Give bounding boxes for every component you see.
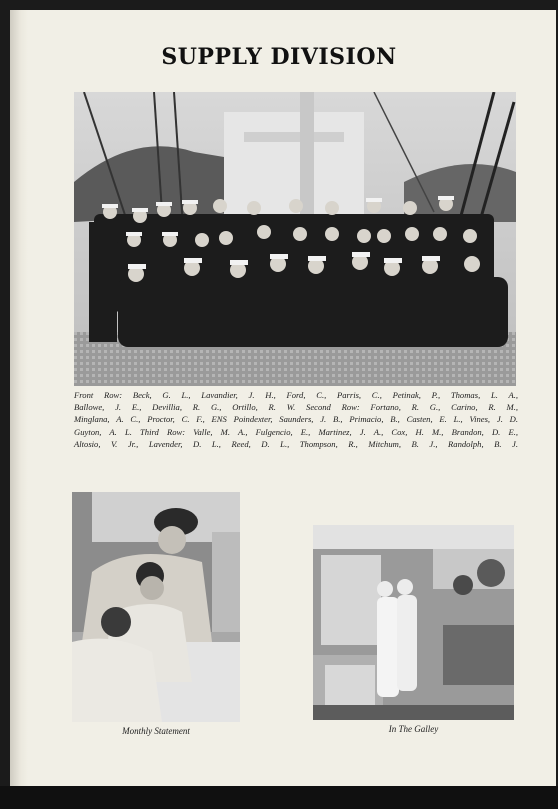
caption-line-1: Front Row: Beck, G. L., Lavandier, J. H., Ford, C., Parris, C., Petinak, P., Thomas, L. A., (74, 390, 518, 400)
page-gutter (10, 10, 28, 786)
caption-line-3: Minglana, A. C., Proctor, C. F., ENS Poindexter, Saunders, J. B., Primacio, B., Casten, E. L., Vines, J. D. (74, 414, 518, 425)
monthly-statement-photo (72, 492, 240, 722)
group-caption (74, 389, 518, 450)
caption-line-5: Altosio, V. Jr., Lavender, D. L., Reed, D. L., Thompson, R., Mitchum, B. J., Randolph, B. J. (74, 438, 518, 449)
galley-caption: In The Galley (388, 724, 439, 734)
caption-line-2: Ballowe, J. E., Devillia, R. G., Ortillo, R. W. Second Row: Fortano, R. G., Carino, R. M., (74, 402, 518, 413)
group-photo (74, 92, 516, 386)
caption-line-4: Guyton, A. L. Third Row: Valle, M. A., Fulgencio, E., Martinez, J. A., Cox, H. M., Brandon, D. E., (74, 426, 518, 437)
galley-photo (313, 525, 514, 720)
scan-edge (0, 786, 558, 809)
monthly-statement-caption: Monthly Statement (122, 726, 190, 736)
page-title: SUPPLY DIVISION (161, 44, 397, 70)
